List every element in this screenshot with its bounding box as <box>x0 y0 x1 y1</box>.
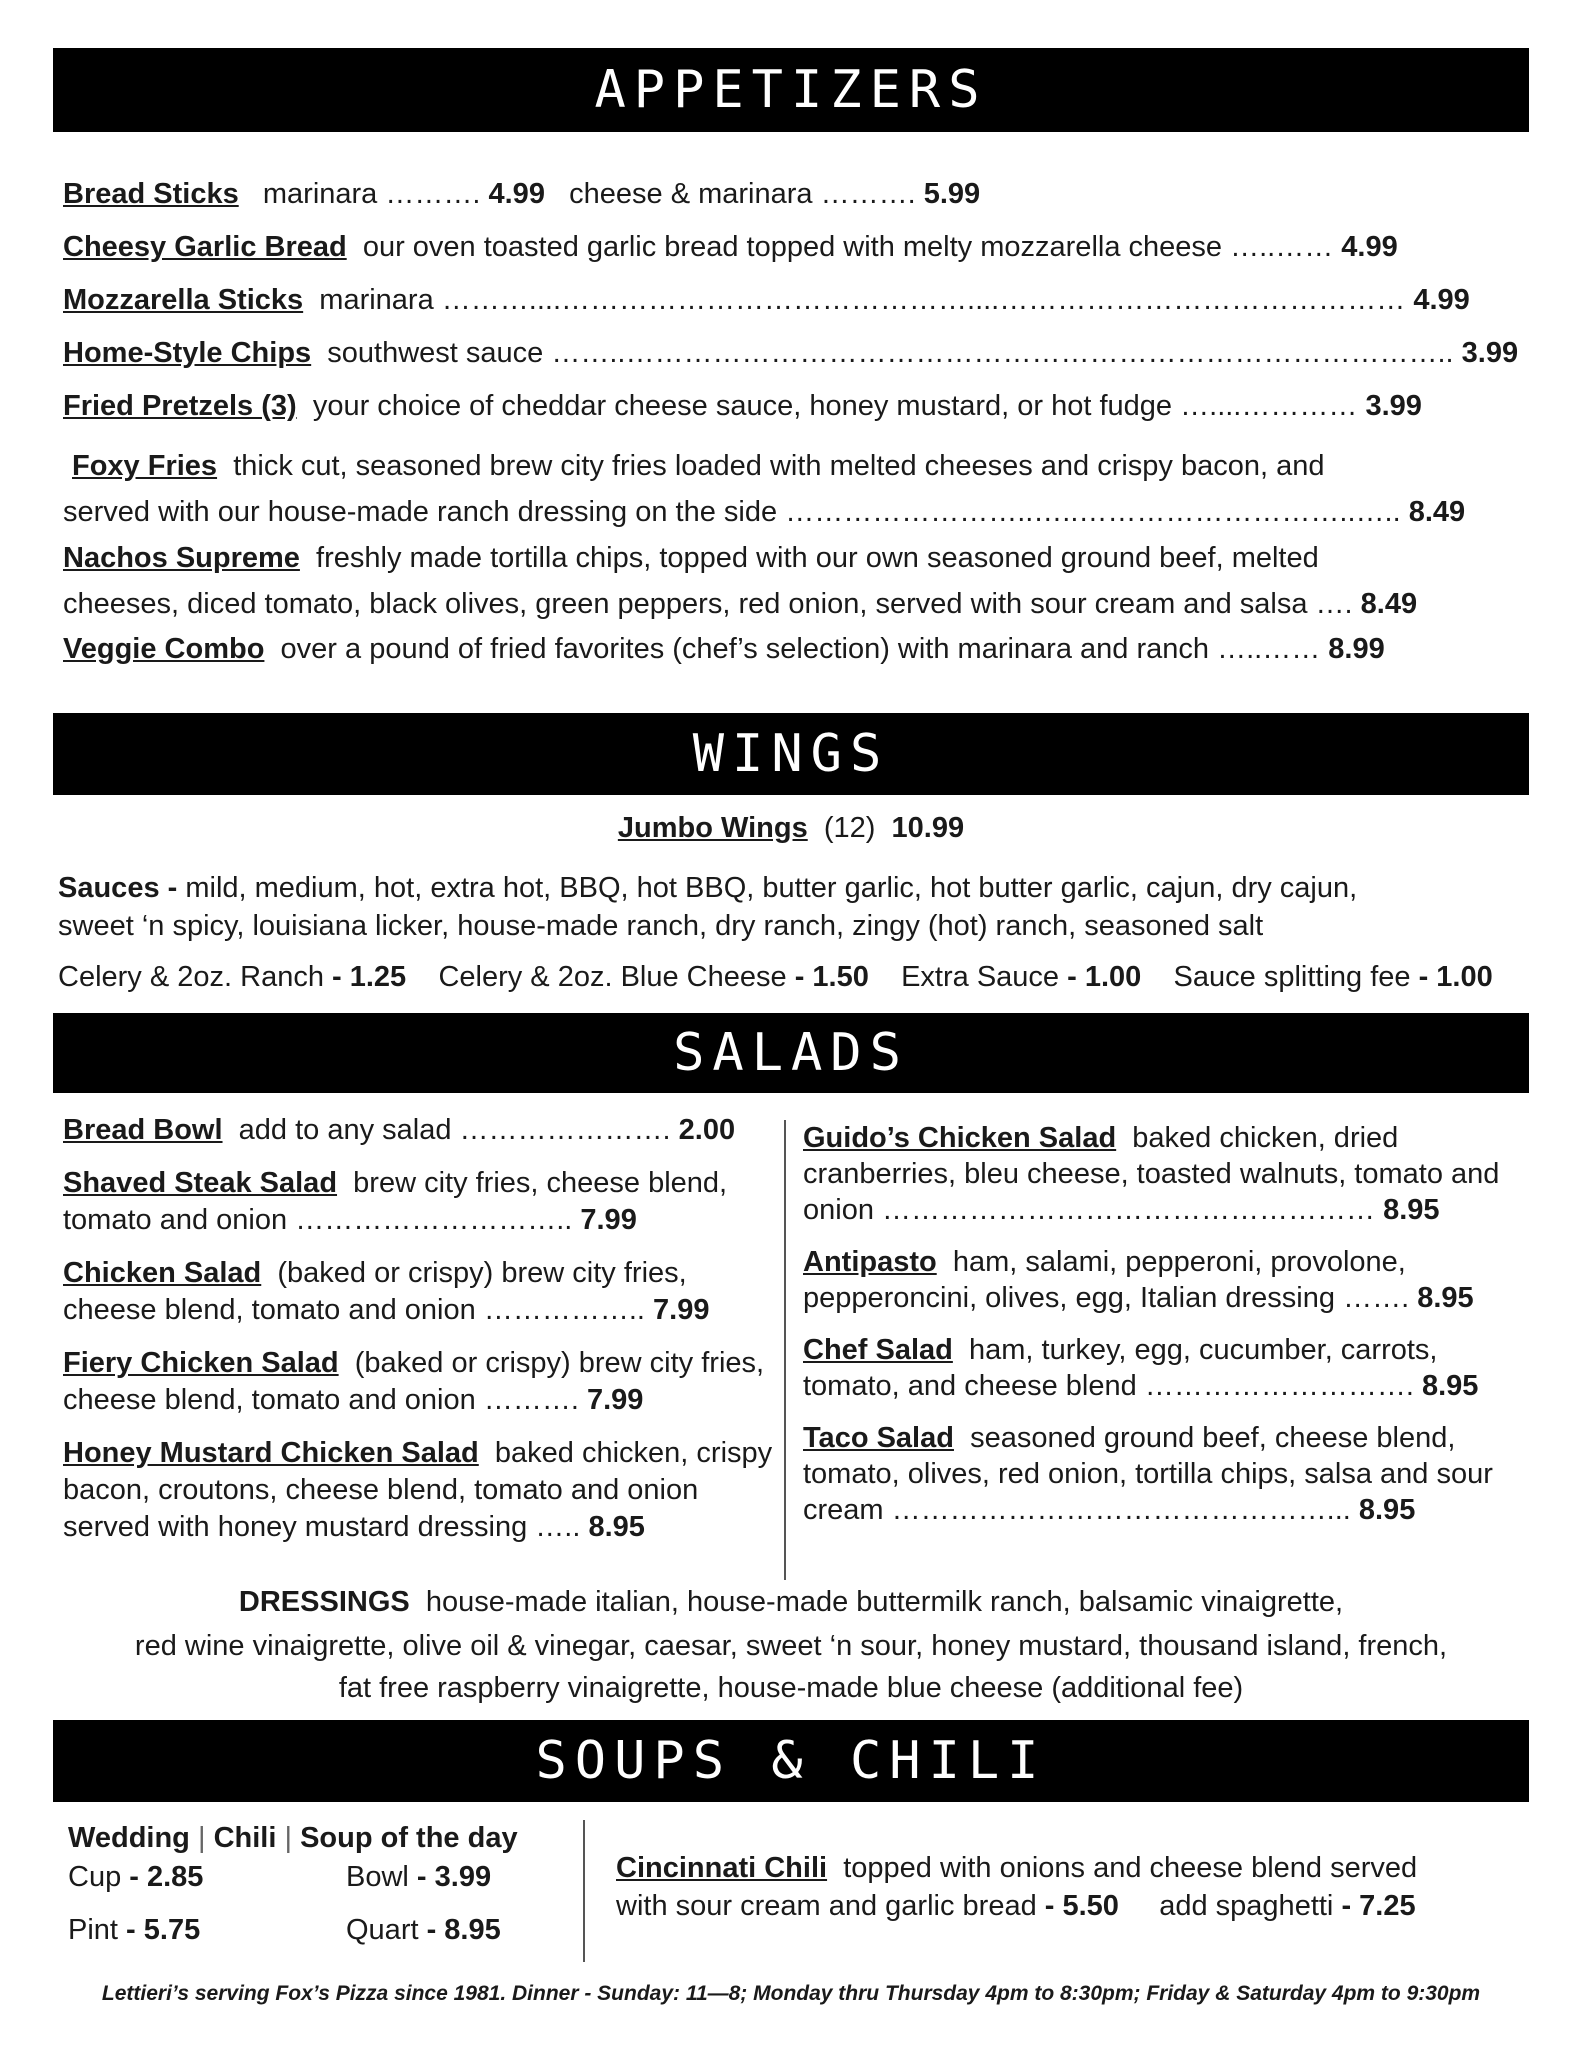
separator: | <box>197 1822 206 1854</box>
dressings-line-2 <box>53 1624 1529 1668</box>
separator: | <box>284 1822 293 1854</box>
leader-dots: ………………………………………... <box>891 1494 1351 1526</box>
leader-dots: ……………………..…..………………………..….. <box>785 496 1401 528</box>
item-price: 8.95 <box>1383 1194 1440 1226</box>
item-name: Chef Salad <box>803 1334 953 1366</box>
salads-right-column <box>803 1120 1523 1544</box>
item-price: 8.95 <box>1358 1494 1416 1526</box>
menu-item-jumbo-wings <box>53 806 1529 850</box>
menu-item-garlic-bread <box>63 225 1523 269</box>
item-description: baked chicken, dried cranberries, bleu cheese, toasted walnuts, tomato and onion <box>803 1122 1500 1226</box>
item-description: your choice of cheddar cheese sauce, honey mustard, or hot fudge <box>312 390 1173 422</box>
item-description: seasoned ground beef, cheese blend, tomato, olives, red onion, tortilla chips, salsa and sour cream <box>803 1422 1493 1526</box>
item-count: (12) <box>823 812 876 844</box>
dressings-line-3 <box>53 1666 1529 1710</box>
extra-item <box>58 961 406 993</box>
soup-size-cup <box>68 1855 368 1899</box>
item-price: 4.99 <box>1413 284 1470 316</box>
extra-label: Celery & 2oz. Blue Cheese <box>438 961 787 993</box>
item-name: Jumbo Wings <box>617 812 808 844</box>
item-price: 5.99 <box>923 178 981 210</box>
item-price: 8.95 <box>1417 1282 1474 1314</box>
extra-price: - 1.00 <box>1418 961 1493 993</box>
size-price: - 8.95 <box>426 1914 501 1946</box>
appetizers-header: APPETIZERS <box>53 48 1529 132</box>
item-price: 8.95 <box>1421 1370 1479 1402</box>
item-price: 8.95 <box>588 1511 645 1543</box>
item-description: add to any salad <box>238 1114 452 1146</box>
item-description: served with our house-made ranch dressing on the side <box>63 496 778 528</box>
item-description: ham, turkey, egg, cucumber, carrots, tomato, and cheese blend <box>803 1334 1438 1402</box>
extra-price: - 1.00 <box>1067 961 1142 993</box>
menu-item-honey-mustard-chicken-salad <box>63 1435 773 1546</box>
item-name: Taco Salad <box>803 1422 954 1454</box>
item-name: Fried Pretzels (3) <box>63 390 297 422</box>
menu-item-chef-salad <box>803 1332 1523 1404</box>
item-description: brew city fries, cheese blend, tomato and onion <box>63 1167 728 1236</box>
menu-item-home-style-chips <box>63 331 1523 375</box>
soups-column-divider <box>583 1820 585 1962</box>
sauces-list: sweet ‘n spicy, louisiana licker, house-made ranch, dry ranch, zingy (hot) ranch, seasoned salt <box>58 910 1264 942</box>
item-price: 2.00 <box>678 1114 736 1146</box>
item-name: Home-Style Chips <box>63 337 312 369</box>
item-price: 7.99 <box>586 1384 644 1416</box>
leader-dots: …………….. <box>483 1294 645 1326</box>
soup-type-header <box>68 1816 588 1860</box>
item-description: freshly made tortilla chips, topped with our own seasoned ground beef, melted <box>316 542 1319 574</box>
leader-dots: ….. <box>535 1511 581 1543</box>
menu-item-taco-salad <box>803 1420 1523 1528</box>
sauces-label: Sauces - <box>58 872 178 904</box>
item-description: baked chicken, crispy bacon, croutons, cheese blend, tomato and onion served with honey mustard dressing <box>63 1437 773 1543</box>
item-name: Cheesy Garlic Bread <box>63 231 347 263</box>
menu-item-bread-sticks <box>63 172 1523 216</box>
item-name: Guido’s Chicken Salad <box>803 1122 1117 1154</box>
item-name: Mozzarella Sticks <box>63 284 304 316</box>
item-price: - 5.50 <box>1044 1890 1119 1922</box>
addon-label: add spaghetti <box>1159 1890 1334 1922</box>
leader-dots: ………. <box>820 178 916 210</box>
item-name: Bread Sticks <box>63 178 239 210</box>
soup-type-soup-of-day: Soup of the day <box>300 1822 518 1854</box>
menu-item-bread-bowl <box>63 1112 773 1149</box>
item-description: with sour cream and garlic bread <box>616 1890 1037 1922</box>
leader-dots: ………....……………………………………....…………………………………… <box>441 284 1406 316</box>
menu-item-foxy-fries <box>72 444 1532 488</box>
menu-item-nachos-supreme <box>63 536 1523 580</box>
menu-item-fiery-chicken-salad <box>63 1345 773 1419</box>
menu-item-veggie-combo <box>63 627 1523 671</box>
soup-type-wedding: Wedding <box>68 1822 190 1854</box>
item-name: Nachos Supreme <box>63 542 300 574</box>
size-label: Bowl <box>346 1861 409 1893</box>
item-name: Foxy Fries <box>72 450 218 482</box>
wing-extras <box>58 955 1518 999</box>
item-price: 3.99 <box>1365 390 1422 422</box>
item-price: 7.99 <box>653 1294 710 1326</box>
item-description: topped with onions and cheese blend served <box>843 1852 1418 1884</box>
item-name: Chicken Salad <box>63 1257 262 1289</box>
item-price: 4.99 <box>1341 231 1398 263</box>
extra-item <box>901 961 1141 993</box>
item-description: (baked or crispy) brew city fries, cheese blend, tomato and onion <box>63 1347 765 1416</box>
leader-dots: …………………. <box>459 1114 671 1146</box>
menu-item-mozzarella-sticks <box>63 278 1523 322</box>
soups-chili-header: SOUPS & CHILI <box>53 1720 1529 1802</box>
dressings-list: house-made italian, house-made buttermilk ranch, balsamic vinaigrette, <box>425 1586 1344 1618</box>
item-name: Cincinnati Chili <box>616 1852 828 1884</box>
addon-price: - 7.25 <box>1341 1890 1416 1922</box>
leader-dots: …....………… <box>1180 390 1358 422</box>
dressings-line-1 <box>53 1580 1529 1624</box>
item-description: southwest sauce <box>327 337 544 369</box>
option-label: cheese & marinara <box>569 178 813 210</box>
salads-header: SALADS <box>53 1013 1529 1093</box>
wing-sauces-cont <box>58 904 1518 948</box>
extra-item <box>438 961 868 993</box>
item-description: our oven toasted garlic bread topped with melty mozzarella cheese <box>362 231 1223 263</box>
item-name: Honey Mustard Chicken Salad <box>63 1437 479 1469</box>
item-name: Shaved Steak Salad <box>63 1167 338 1199</box>
item-description: over a pound of fried favorites (chef’s selection) with marinara and ranch <box>280 633 1210 665</box>
item-name: Antipasto <box>803 1246 937 1278</box>
leader-dots: …………………………………………… <box>882 1194 1376 1226</box>
footer-hours: Lettieri’s serving Fox’s Pizza since 1981. Dinner - Sunday: 11—8; Monday thru Thursday 4pm to 8:30pm; Friday & Saturday 4pm to 9:30pm <box>101 1982 1481 2005</box>
menu-item-foxy-fries-cont <box>63 490 1523 534</box>
item-price: 8.99 <box>1328 633 1385 665</box>
item-price: 7.99 <box>580 1204 637 1236</box>
item-description: ham, salami, pepperoni, provolone, pepperoncini, olives, egg, Italian dressing <box>803 1246 1406 1314</box>
soup-type-chili: Chili <box>213 1822 277 1854</box>
dressings-label: DRESSINGS <box>238 1586 410 1618</box>
wings-header: WINGS <box>53 713 1529 795</box>
leader-dots: ………. <box>483 1384 579 1416</box>
item-price: 3.99 <box>1461 337 1519 369</box>
menu-item-chicken-salad <box>63 1255 773 1329</box>
leader-dots: …..…… <box>1230 231 1334 263</box>
menu-item-cincinnati-chili-cont <box>616 1884 1516 1928</box>
soup-size-bowl <box>346 1855 586 1899</box>
item-name: Veggie Combo <box>63 633 265 665</box>
item-price: 8.49 <box>1360 588 1418 620</box>
item-price: 8.49 <box>1408 496 1466 528</box>
leader-dots: ……. <box>1343 1282 1410 1314</box>
menu-item-nachos-supreme-cont <box>63 582 1523 626</box>
size-price: - 5.75 <box>126 1914 201 1946</box>
extra-item <box>1174 961 1493 993</box>
leader-dots: …. <box>1315 588 1353 620</box>
extra-label: Sauce splitting fee <box>1173 961 1411 993</box>
option-label: marinara <box>262 178 378 210</box>
size-label: Pint <box>68 1914 118 1946</box>
size-label: Cup <box>68 1861 122 1893</box>
item-name: Bread Bowl <box>63 1114 223 1146</box>
salads-left-column <box>63 1112 773 1562</box>
soup-size-pint <box>68 1908 368 1952</box>
item-price: 10.99 <box>891 812 965 844</box>
item-description: cheeses, diced tomato, black olives, green peppers, red onion, served with sour cream and salsa <box>63 588 1308 620</box>
leader-dots: ………………………. <box>1144 1370 1414 1402</box>
dressings-list: red wine vinaigrette, olive oil & vinegar, caesar, sweet ‘n sour, honey mustard, thousand island, french, <box>134 1630 1448 1662</box>
extra-price: - 1.25 <box>332 961 407 993</box>
sauces-list: mild, medium, hot, extra hot, BBQ, hot BBQ, butter garlic, hot butter garlic, cajun, dry cajun, <box>185 872 1358 904</box>
menu-item-guidos-chicken-salad <box>803 1120 1523 1228</box>
menu-item-shaved-steak-salad <box>63 1165 773 1239</box>
size-price: - 3.99 <box>416 1861 492 1893</box>
extra-label: Celery & 2oz. Ranch <box>58 961 324 993</box>
item-description: thick cut, seasoned brew city fries loaded with melted cheeses and crispy bacon, and <box>233 450 1325 482</box>
item-description: marinara <box>319 284 434 316</box>
soup-size-quart <box>346 1908 586 1952</box>
leader-dots: …..…… <box>1217 633 1321 665</box>
dressings-list: fat free raspberry vinaigrette, house-made blue cheese (additional fee) <box>338 1672 1244 1704</box>
menu-item-antipasto <box>803 1244 1523 1316</box>
leader-dots: ……..………………………………………………………………………….. <box>551 337 1454 369</box>
extra-price: - 1.50 <box>794 961 869 993</box>
item-price: 4.99 <box>488 178 545 210</box>
item-description: (baked or crispy) brew city fries, cheese blend, tomato and onion <box>63 1257 687 1326</box>
extra-label: Extra Sauce <box>901 961 1060 993</box>
item-name: Fiery Chicken Salad <box>63 1347 339 1379</box>
size-label: Quart <box>346 1914 419 1946</box>
size-price: - 2.85 <box>129 1861 204 1893</box>
leader-dots: ……………………….. <box>295 1204 573 1236</box>
leader-dots: ………. <box>385 178 481 210</box>
menu-item-fried-pretzels <box>63 384 1523 428</box>
salads-column-divider <box>784 1120 786 1580</box>
